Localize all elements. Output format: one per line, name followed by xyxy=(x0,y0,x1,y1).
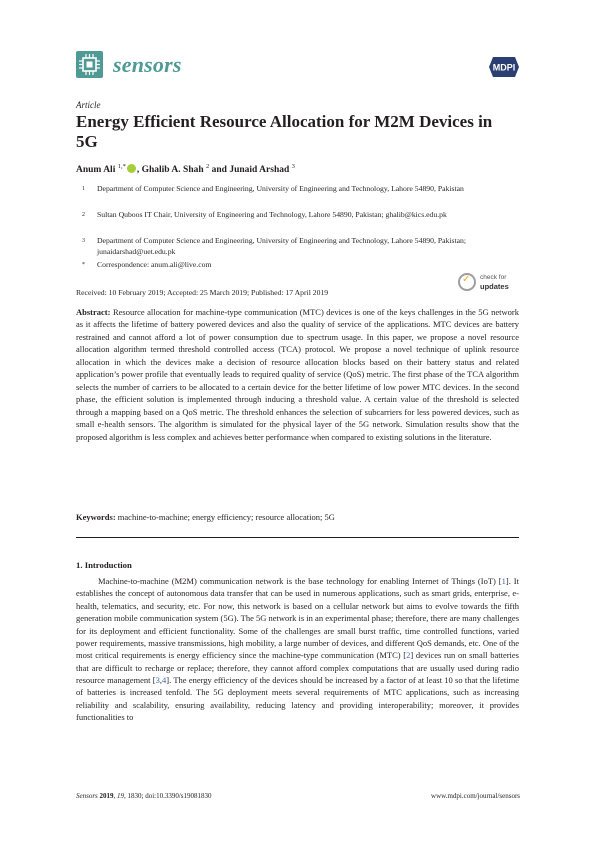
citation-footer: Sensors 2019, 19, 1830; doi:10.3390/s19081830 xyxy=(76,792,212,800)
footer-year: 2019 xyxy=(99,792,114,800)
affiliation-marker: 2 xyxy=(206,163,210,170)
journal-name: sensors xyxy=(113,52,182,77)
footer-journal: Sensors xyxy=(76,792,98,800)
footer-volume: 19 xyxy=(117,792,125,800)
affiliation-text: Sultan Quboos IT Chair, University of Engineering and Technology, Lahore 54890, Pakistan; ghalib@kics.edu.pk xyxy=(97,210,447,219)
intro-text: Machine-to-machine (M2M) communication network is the base technology for enabling Internet of Things (IoT) [ xyxy=(98,576,502,586)
bookmark-icon: ✓ xyxy=(462,274,471,285)
intro-text: ]. The energy efficiency of the devices should be increased by a factor of at least 10 so that the lifetime of batteries is increased tenfold. The 5G deployment meets several requirements of MTC applications, such as increasing reliability and scalability, ensuring availability, reducing latency and providing interoperability; moreover, it provides functionalities to xyxy=(76,675,519,723)
affiliation-number: 3 xyxy=(82,238,85,244)
citation-link[interactable]: 3 xyxy=(155,675,160,685)
correspondence xyxy=(76,260,521,271)
citation-link[interactable]: 4 xyxy=(162,675,167,685)
affiliation-number: 1 xyxy=(82,186,85,192)
intro-paragraph xyxy=(76,575,519,724)
affiliation-number: 2 xyxy=(82,212,85,218)
author-name: Ghalib A. Shah xyxy=(141,165,204,176)
publication-dates: Received: 10 February 2019; Accepted: 25 March 2019; Published: 17 April 2019 xyxy=(76,288,329,297)
keywords xyxy=(76,511,519,523)
mdpi-logo-icon xyxy=(488,56,520,78)
affiliation-marker: 3 xyxy=(291,163,295,170)
abstract-label: Abstract: xyxy=(76,307,111,317)
author-list xyxy=(76,163,295,175)
affiliation-text: Department of Computer Science and Engineering, University of Engineering and Technology, Lahore 54890, Pakistan; junaidarshad@uet.edu.pk xyxy=(97,236,467,256)
article-type: Article xyxy=(76,100,101,110)
affiliation xyxy=(76,184,521,205)
check-for-label: check for xyxy=(480,274,507,281)
author-name: Anum Ali xyxy=(76,165,116,176)
orcid-icon[interactable] xyxy=(127,164,136,173)
sensors-logo-icon xyxy=(76,51,103,78)
divider xyxy=(76,537,519,538)
footer-doi: , 1830; doi:10.3390/s19081830 xyxy=(124,792,212,800)
updates-label: updates xyxy=(480,282,509,291)
keywords-label: Keywords: xyxy=(76,512,116,522)
citation-separator: , xyxy=(159,675,162,685)
paper-title: Energy Efficient Resource Allocation for M2M Devices in 5G xyxy=(76,112,493,151)
abstract xyxy=(76,306,519,443)
abstract-text: Resource allocation for machine-type communication (MTC) devices is one of the keys challenges in the 5G network as it affects the lifetime of battery powered devices and also the quality of service of the applications. MTC devices are battery restrained and cannot afford a lot of power consumption due to spectrum usage. In this paper, we propose a novel resource allocation algorithm termed threshold controlled access (TCA) protocol. We propose a novel technique of uplink resource allocation in which the devices make a decision of resource allocation blocks based on their battery status and related application’s power profile that eventually leads to required quality of service (QoS) metric. The first phase of the TCA algorithm selects the number of carriers to be allocated to a certain device for the better lifetime of low power MTC devices. In the second phase, the efficient solution is implemented through inducing a threshold value. A certain value of the threshold is selected through a mapping based on a QoS metric. The threshold enhances the selection of subcarriers for less powered devices, such as small e-health sensors. The algorithm is simulated for the physical layer of the 5G network. Simulation results show that the proposed algorithm is less complex and achieves better performance when compared to existing solutions in the literature. xyxy=(76,307,519,442)
section-heading: 1. Introduction xyxy=(76,560,132,570)
affiliation xyxy=(76,236,521,257)
keywords-text: machine-to-machine; energy efficiency; resource allocation; 5G xyxy=(117,512,335,522)
publisher-name: MDPI xyxy=(492,62,516,73)
affiliation-text: Department of Computer Science and Engineering, University of Engineering and Technology, Lahore 54890, Pakistan xyxy=(97,184,464,193)
affiliation xyxy=(76,210,521,231)
citation-link[interactable]: 2 xyxy=(406,650,411,661)
author-name: Junaid Arshad xyxy=(229,165,290,176)
correspondence-text: Correspondence: anum.ali@live.com xyxy=(97,260,212,269)
author-separator: , xyxy=(136,165,142,176)
journal-url-link[interactable]: www.mdpi.com/journal/sensors xyxy=(431,792,520,800)
affiliation-number: * xyxy=(82,262,85,268)
check-for-updates-button[interactable] xyxy=(458,272,520,294)
intro-text: ]. It establishes the concept of autonomous data transfer that can be used in numerous applications, such as smart grids, enterprise, e-health, telematics, and security, etc. For now, this network is based on a cellular network but aims to evolve towards the fifth generation mobile communication system (5G). The 5G network is in an experimental phase; therefore, there are many challenges for its deployment and efficient functionality. Some of the challenges are small burst traffic, time controlled functions, varied power requirements, massive transmissions, high mobility, a large number of devices, and different QoS demands, etc. One of the most critical requirements is energy efficiency since the machine-type communication (MTC) [ xyxy=(76,576,519,661)
author-separator: and xyxy=(209,165,230,176)
intro-text: ] devices run on small batteries that are difficult to recharge or replace; therefore, they cannot afford complex computations that are usually used during radio resource management [ xyxy=(76,650,519,685)
citation-link[interactable]: 1 xyxy=(501,576,506,586)
affiliation-marker: 1,* xyxy=(117,163,126,170)
